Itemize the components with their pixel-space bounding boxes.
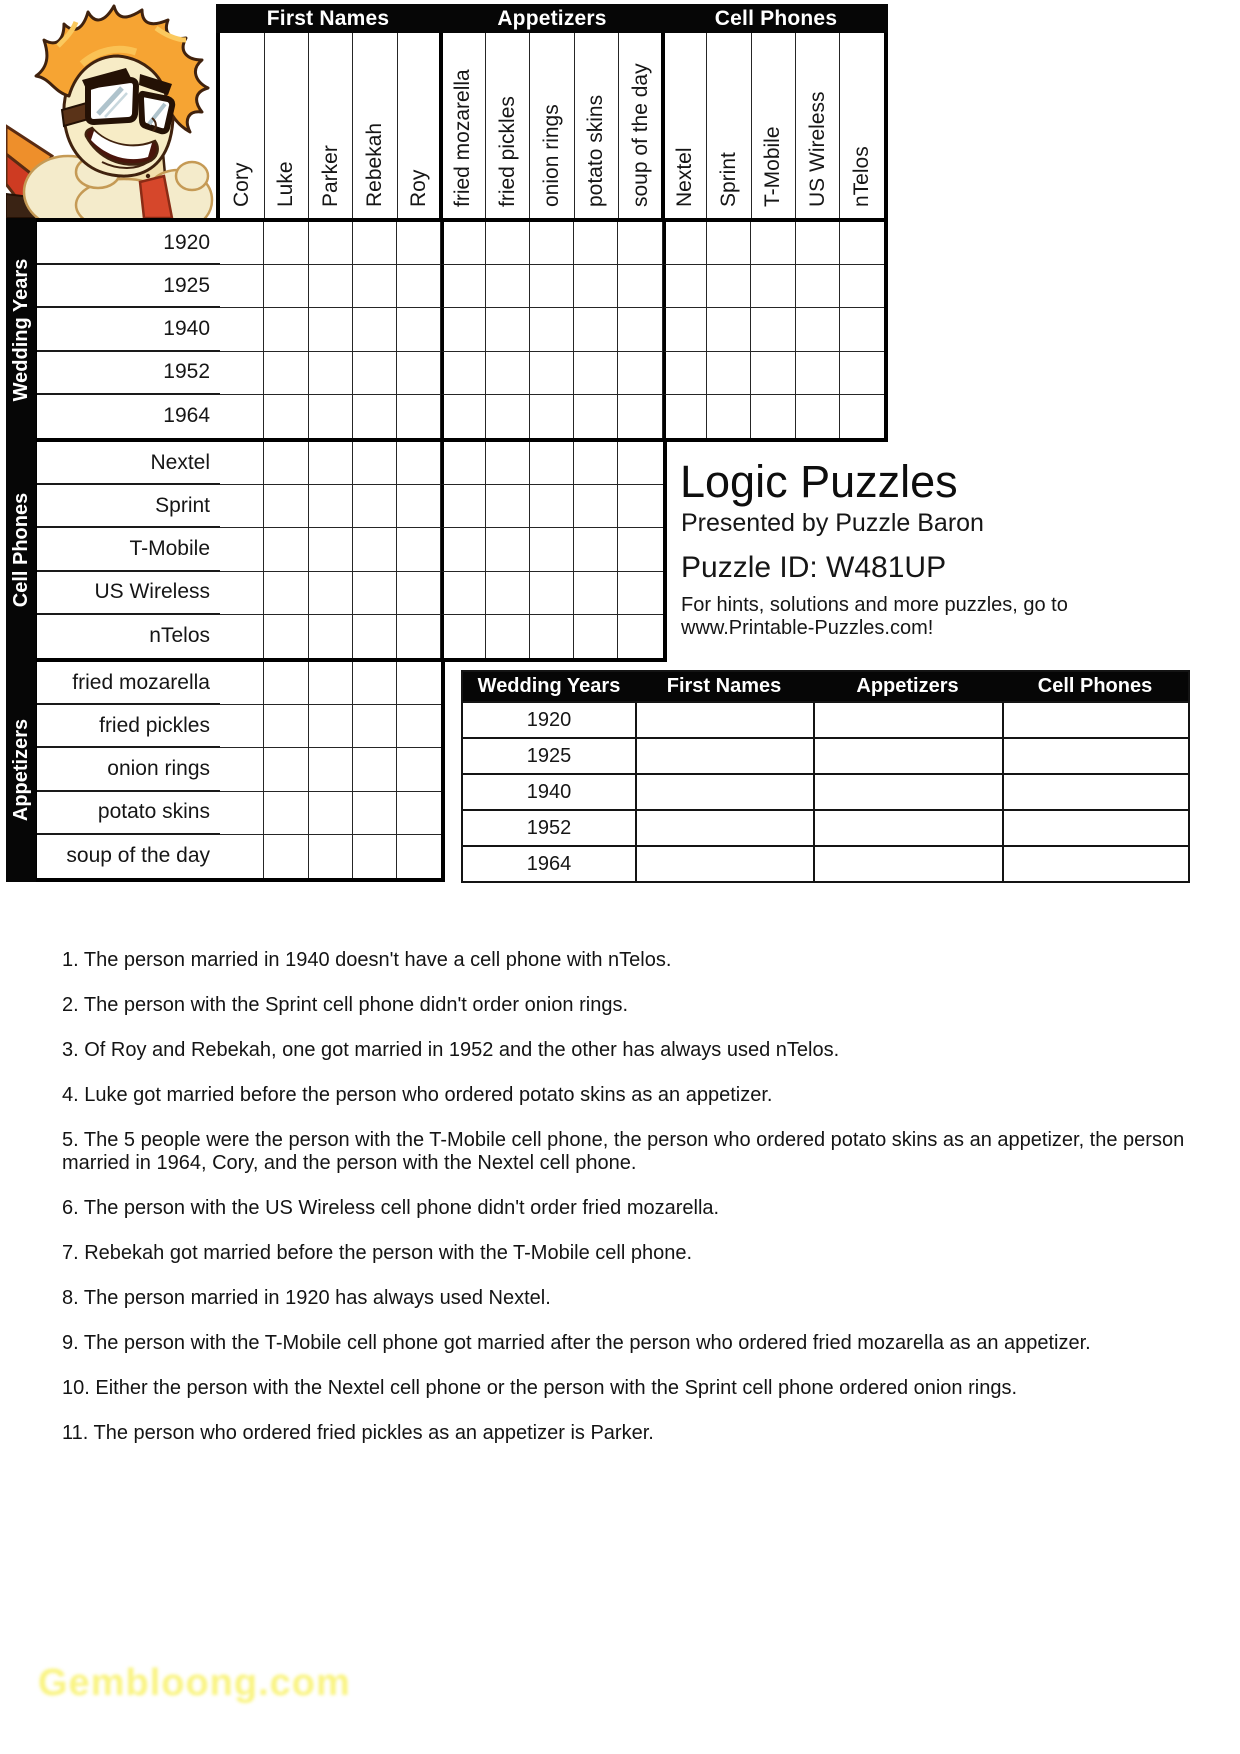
grid-cell[interactable] (530, 442, 574, 485)
grid-cell[interactable] (840, 395, 884, 438)
grid-cell[interactable] (751, 308, 795, 351)
column-label-soup-of-the-day (618, 33, 662, 218)
hints-line-1: For hints, solutions and more puzzles, go to (681, 594, 1068, 616)
answer-header-appetizers: Appetizers (813, 672, 1002, 701)
row-label-1925: 1925 (37, 265, 220, 308)
grid-cell[interactable] (309, 748, 353, 791)
grid-cell[interactable] (264, 615, 308, 658)
grid-cell[interactable] (574, 528, 618, 571)
row-label-1964: 1964 (163, 404, 210, 428)
grid-cell[interactable] (220, 265, 264, 308)
column-label-text: T-Mobile (761, 126, 785, 207)
answer-header-cell-phones: Cell Phones (1002, 672, 1188, 701)
column-group-label-first-names: First Names (266, 6, 390, 30)
grid-cell[interactable] (220, 615, 264, 658)
answer-cell[interactable] (813, 701, 1002, 737)
row-label-nextel: Nextel (37, 442, 220, 485)
grid-cell[interactable] (840, 265, 884, 308)
row-label-soup-of-the-day: soup of the day (66, 844, 210, 868)
grid-cell[interactable] (309, 352, 353, 395)
grid-cell[interactable] (486, 222, 530, 265)
grid-cell[interactable] (397, 442, 441, 485)
column-label-parker (309, 33, 353, 218)
grid-cell[interactable] (353, 265, 397, 308)
answer-year-cell: 1952 (463, 809, 635, 845)
row-label-1952: 1952 (37, 352, 220, 395)
grid-cell[interactable] (397, 705, 441, 748)
grid-cell[interactable] (309, 705, 353, 748)
grid-cell[interactable] (220, 308, 264, 351)
grid-cell[interactable] (309, 528, 353, 571)
column-label-fried-pickles (486, 33, 530, 218)
grid-cell[interactable] (707, 308, 751, 351)
grid-cell[interactable] (441, 442, 485, 485)
column-label-ntelos (840, 33, 884, 218)
clue-item-7: 7. Rebekah got married before the person with the T-Mobile cell phone. (62, 1242, 692, 1264)
column-label-text: potato skins (584, 94, 608, 207)
grid-cell[interactable] (397, 485, 441, 528)
watermark: Gembloong.com (38, 1662, 351, 1704)
grid-cell[interactable] (751, 352, 795, 395)
clue-item-6: 6. The person with the US Wireless cell phone didn't order fried mozarella. (62, 1197, 720, 1219)
grid-cell[interactable] (309, 265, 353, 308)
row-label-block-cell-phones (33, 438, 220, 662)
grid-cell[interactable] (220, 835, 264, 878)
column-label-us-wireless (796, 33, 840, 218)
grid-cell[interactable] (840, 352, 884, 395)
grid-cell[interactable] (796, 352, 840, 395)
column-label-text: Rebekah (362, 122, 386, 207)
grid-cell[interactable] (220, 528, 264, 571)
row-label-t-mobile: T-Mobile (37, 528, 220, 571)
column-label-text: Roy (407, 169, 431, 207)
grid-cell[interactable] (309, 835, 353, 878)
answer-cell[interactable] (1002, 737, 1188, 773)
row-group-bar-cell-phones (6, 438, 36, 662)
grid-cell[interactable] (530, 395, 574, 438)
grid-cell[interactable] (220, 352, 264, 395)
grid-cell[interactable] (796, 265, 840, 308)
row-label-block-appetizers (33, 658, 220, 882)
grid-cell[interactable] (353, 222, 397, 265)
grid-cell[interactable] (220, 485, 264, 528)
grid-cell[interactable] (353, 792, 397, 835)
grid-cell[interactable] (707, 222, 751, 265)
grid-cell[interactable] (264, 265, 308, 308)
answer-header-first-names: First Names (635, 672, 813, 701)
grid-cell[interactable] (264, 662, 308, 705)
grid-cell[interactable] (441, 308, 485, 351)
grid-cell[interactable] (264, 792, 308, 835)
row-label-onion-rings: onion rings (37, 748, 220, 791)
grid-cell[interactable] (264, 572, 308, 615)
column-label-text: Nextel (672, 147, 696, 207)
grid-cell[interactable] (618, 442, 662, 485)
row-label-1940: 1940 (37, 308, 220, 351)
column-label-text: Cory (230, 162, 254, 207)
grid-cell[interactable] (663, 222, 707, 265)
grid-cell[interactable] (486, 395, 530, 438)
grid-section-appetizers (216, 658, 445, 882)
grid-cell[interactable] (618, 395, 662, 438)
grid-cell[interactable] (618, 222, 662, 265)
column-label-text: nTelos (849, 146, 873, 207)
grid-cell[interactable] (618, 572, 662, 615)
grid-cell[interactable] (441, 265, 485, 308)
column-group-label-cell-phones: Cell Phones (714, 6, 838, 30)
grid-cell[interactable] (309, 308, 353, 351)
column-group-header-bar (216, 4, 888, 33)
grid-cell[interactable] (397, 572, 441, 615)
grid-cell[interactable] (441, 485, 485, 528)
grid-cell[interactable] (574, 615, 618, 658)
grid-cell[interactable] (397, 352, 441, 395)
row-group-label: Wedding Years (10, 258, 32, 402)
grid-cell[interactable] (530, 485, 574, 528)
column-label-nextel (663, 33, 707, 218)
grid-cell[interactable] (264, 352, 308, 395)
grid-cell[interactable] (309, 615, 353, 658)
answer-year-cell: 1925 (463, 737, 635, 773)
answer-year-cell: 1920 (463, 701, 635, 737)
grid-cell[interactable] (840, 222, 884, 265)
column-group-label-appetizers: Appetizers (497, 6, 607, 30)
row-group-label: Cell Phones (10, 492, 32, 608)
grid-cell[interactable] (353, 308, 397, 351)
grid-cell[interactable] (353, 528, 397, 571)
grid-cell[interactable] (397, 222, 441, 265)
grid-vertical-line (884, 33, 888, 222)
grid-cell[interactable] (441, 572, 485, 615)
column-label-text: fried mozarella (451, 69, 475, 207)
clue-item-2: 2. The person with the Sprint cell phone didn't order onion rings. (62, 994, 629, 1016)
grid-cell[interactable] (618, 615, 662, 658)
clue-list (62, 949, 1194, 1467)
grid-cell[interactable] (618, 308, 662, 351)
grid-cell[interactable] (796, 222, 840, 265)
column-label-t-mobile (751, 33, 795, 218)
grid-cell[interactable] (486, 265, 530, 308)
clue-item-9: 9. The person with the T-Mobile cell phone got married after the person who ordered fried mozarella as an appetizer. (62, 1332, 1091, 1354)
hints-line-2: www.Printable-Puzzles.com! (681, 617, 934, 639)
grid-cell[interactable] (264, 835, 308, 878)
grid-cell[interactable] (353, 485, 397, 528)
answer-cell[interactable] (635, 845, 813, 881)
column-label-text: fried pickles (495, 96, 519, 207)
column-label-text: Sprint (717, 152, 741, 207)
grid-cell[interactable] (663, 265, 707, 308)
grid-cell[interactable] (264, 528, 308, 571)
clue-item-10: 10. Either the person with the Nextel cell phone or the person with the Sprint cell phone ordered onion rings. (62, 1377, 1018, 1399)
grid-cell[interactable] (309, 662, 353, 705)
grid-cell[interactable] (663, 352, 707, 395)
grid-cell[interactable] (220, 442, 264, 485)
grinning-goggles-mascot-icon (6, 0, 218, 218)
grid-cell[interactable] (309, 572, 353, 615)
grid-cell[interactable] (618, 265, 662, 308)
puzzle-id: Puzzle ID: W481UP (681, 551, 947, 584)
answer-cell[interactable] (1002, 773, 1188, 809)
answer-cell[interactable] (813, 773, 1002, 809)
answer-cell[interactable] (635, 773, 813, 809)
row-label-potato-skins: potato skins (37, 792, 220, 835)
clue-item-1: 1. The person married in 1940 doesn't have a cell phone with nTelos. (62, 949, 672, 971)
column-label-text: Luke (274, 161, 298, 207)
column-label-luke (264, 33, 308, 218)
grid-cell[interactable] (353, 662, 397, 705)
answer-cell[interactable] (813, 845, 1002, 881)
grid-cell[interactable] (397, 662, 441, 705)
page-subtitle: Presented by Puzzle Baron (681, 509, 984, 537)
grid-cell[interactable] (309, 222, 353, 265)
column-label-text: soup of the day (628, 63, 652, 207)
grid-cell[interactable] (264, 442, 308, 485)
grid-cell[interactable] (574, 395, 618, 438)
grid-cell[interactable] (353, 835, 397, 878)
grid-cell[interactable] (264, 222, 308, 265)
column-label-cory (220, 33, 264, 218)
grid-cell[interactable] (220, 792, 264, 835)
grid-cell[interactable] (441, 222, 485, 265)
grid-cell[interactable] (441, 615, 485, 658)
grid-cell[interactable] (574, 222, 618, 265)
answer-header-wedding-years: Wedding Years (463, 672, 635, 701)
row-label-fried-pickles: fried pickles (37, 705, 220, 748)
grid-cell[interactable] (574, 485, 618, 528)
grid-cell[interactable] (663, 395, 707, 438)
grid-cell[interactable] (353, 572, 397, 615)
answer-cell[interactable] (635, 701, 813, 737)
page-title: Logic Puzzles (680, 456, 958, 507)
grid-cell[interactable] (707, 265, 751, 308)
grid-cell[interactable] (397, 615, 441, 658)
grid-cell[interactable] (397, 748, 441, 791)
grid-cell[interactable] (264, 485, 308, 528)
row-group-bar-appetizers (6, 658, 36, 882)
grid-cell[interactable] (309, 792, 353, 835)
clue-item-3: 3. Of Roy and Rebekah, one got married in 1952 and the other has always used nTelos. (62, 1039, 840, 1061)
row-label-sprint: Sprint (37, 485, 220, 528)
grid-cell[interactable] (751, 395, 795, 438)
grid-cell[interactable] (486, 308, 530, 351)
column-label-onion-rings (530, 33, 574, 218)
column-label-sprint (707, 33, 751, 218)
grid-cell[interactable] (574, 352, 618, 395)
grid-cell[interactable] (264, 395, 308, 438)
column-label-fried-mozarella (441, 33, 485, 218)
grid-cell[interactable] (574, 442, 618, 485)
grid-cell[interactable] (530, 222, 574, 265)
grid-cell[interactable] (397, 835, 441, 878)
grid-cell[interactable] (353, 442, 397, 485)
row-label-fried-mozarella: fried mozarella (37, 662, 220, 705)
grid-cell[interactable] (397, 528, 441, 571)
answer-cell[interactable] (1002, 809, 1188, 845)
row-label-us-wireless: US Wireless (37, 572, 220, 615)
grid-cell[interactable] (530, 528, 574, 571)
answer-cell[interactable] (1002, 845, 1188, 881)
grid-cell[interactable] (309, 485, 353, 528)
grid-cell[interactable] (796, 308, 840, 351)
grid-cell[interactable] (220, 572, 264, 615)
answer-cell[interactable] (813, 809, 1002, 845)
grid-cell[interactable] (618, 528, 662, 571)
grid-cell[interactable] (530, 352, 574, 395)
grid-cell[interactable] (530, 615, 574, 658)
answer-cell[interactable] (635, 737, 813, 773)
answer-year-cell: 1940 (463, 773, 635, 809)
grid-cell[interactable] (574, 572, 618, 615)
grid-cell[interactable] (486, 615, 530, 658)
grid-cell[interactable] (220, 395, 264, 438)
answer-table (461, 670, 1190, 883)
grid-cell[interactable] (530, 572, 574, 615)
column-label-strip (216, 33, 888, 222)
grid-cell[interactable] (840, 308, 884, 351)
column-label-text: onion rings (540, 104, 563, 207)
grid-cell[interactable] (486, 528, 530, 571)
clue-item-4: 4. Luke got married before the person who ordered potato skins as an appetizer. (62, 1084, 773, 1106)
grid-cell[interactable] (264, 705, 308, 748)
grid-cell[interactable] (309, 442, 353, 485)
grid-cell[interactable] (353, 705, 397, 748)
grid-cell[interactable] (751, 222, 795, 265)
grid-cell[interactable] (220, 748, 264, 791)
grid-cell[interactable] (486, 485, 530, 528)
answer-cell[interactable] (635, 809, 813, 845)
grid-cell[interactable] (397, 792, 441, 835)
grid-cell[interactable] (397, 395, 441, 438)
grid-cell[interactable] (397, 265, 441, 308)
clue-item-5: 5. The 5 people were the person with the T-Mobile cell phone, the person who ordered potato skins as an appetizer, the person married in 1964, Cory, and the person with the Nextel cell phone. (62, 1129, 1185, 1174)
grid-cell[interactable] (441, 352, 485, 395)
grid-cell[interactable] (486, 442, 530, 485)
grid-cell[interactable] (397, 308, 441, 351)
clue-item-11: 11. The person who ordered fried pickles as an appetizer is Parker. (62, 1422, 654, 1444)
grid-cell[interactable] (441, 395, 485, 438)
grid-cell[interactable] (441, 528, 485, 571)
grid-cell[interactable] (707, 352, 751, 395)
grid-cell[interactable] (486, 572, 530, 615)
row-group-label: Appetizers (10, 718, 32, 822)
grid-cell[interactable] (220, 222, 264, 265)
grid-cell[interactable] (220, 662, 264, 705)
grid-cell[interactable] (618, 485, 662, 528)
grid-cell[interactable] (618, 352, 662, 395)
grid-cell[interactable] (574, 308, 618, 351)
row-group-bar-wedding-years (6, 218, 36, 442)
grid-cell[interactable] (353, 748, 397, 791)
row-label-ntelos: nTelos (149, 624, 210, 648)
grid-cell[interactable] (796, 395, 840, 438)
answer-cell[interactable] (1002, 701, 1188, 737)
grid-cell[interactable] (707, 395, 751, 438)
column-label-rebekah (353, 33, 397, 218)
grid-cell[interactable] (353, 395, 397, 438)
grid-cell[interactable] (309, 395, 353, 438)
grid-cell[interactable] (663, 308, 707, 351)
column-label-potato-skins (574, 33, 618, 218)
grid-section-wedding-years (216, 218, 888, 442)
grid-cell[interactable] (751, 265, 795, 308)
grid-cell[interactable] (353, 615, 397, 658)
grid-cell[interactable] (574, 265, 618, 308)
grid-cell[interactable] (486, 352, 530, 395)
clue-item-8: 8. The person married in 1920 has always used Nextel. (62, 1287, 551, 1309)
grid-cell[interactable] (264, 748, 308, 791)
column-label-roy (397, 33, 441, 218)
grid-cell[interactable] (220, 705, 264, 748)
answer-cell[interactable] (813, 737, 1002, 773)
grid-section-cell-phones (216, 438, 667, 662)
grid-cell[interactable] (264, 308, 308, 351)
grid-cell[interactable] (530, 265, 574, 308)
row-label-block-wedding-years (33, 218, 220, 442)
answer-year-cell: 1964 (463, 845, 635, 881)
row-label-1920: 1920 (37, 222, 220, 265)
column-label-text: Parker (318, 145, 342, 207)
column-label-text: US Wireless (805, 91, 829, 207)
grid-cell[interactable] (353, 352, 397, 395)
grid-cell[interactable] (530, 308, 574, 351)
